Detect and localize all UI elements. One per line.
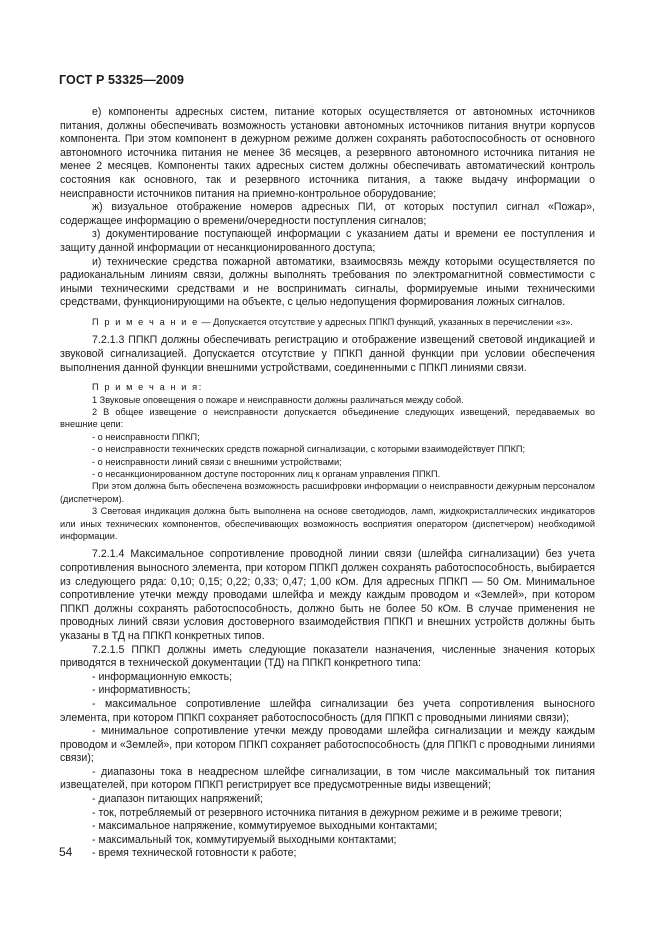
clause-7-2-1-4: 7.2.1.4 Максимальное сопротивление проводной линии связи (шлейфа сигнализации) без учета сопротивления выносного элемента, при котором ППКП должен сохранять работоспособность, выбирается из следующего ряда: 0,10; 0,15; 0,22; 0,33; 0,47; 1,00 кОм. Для адресных ППКП — 50 Ом. Минимальное сопротивление утечки между проводами шлейфа и между каждым проводом и «Землей», при котором ППКП должны сохранять работоспособность, должно быть не более 50 кОм. В случае применения не проводных линий связи условия достоверного взаимодействия ППКП и внешних устройств должны быть указаны в ТД на ППКП конкретных типов. [60,548,595,642]
note-2-list-item: - о несанкционированном доступе посторонних лиц к органам управления ППКП. [92,468,441,479]
clause-7-2-1-5: 7.2.1.5 ППКП должны иметь следующие показатели назначения, численные значения которых приводятся в технической документации (ТД) на ППКП конкретного типа: [60,643,595,670]
clause-7-2-1-5-list-item: - время технической готовности к работе; [92,847,297,860]
note-2-list-item: - о неисправности линий связи с внешними устройствами; [92,456,342,467]
note-item-3: 3 Световая индикация должна быть выполнена на основе светодиодов, ламп, жидкокристаллических индикаторов или иных технических компонентов, обеспечивающих возможность восприятия оператором (диспетчером) необходимой информации. [60,506,595,541]
note-2-list-item: - о неисправности ППКП; [92,431,200,442]
clause-7-2-1-5-list-item: - информативность; [92,684,191,697]
clause-7-2-1-5-list-item: - максимальный ток, коммутируемый выходными контактами; [92,833,397,846]
note-2-tail: При этом должна быть обеспечена возможность расшифровки информации о неисправности дежурным персоналом (диспетчером). [60,481,595,504]
note-label: П р и м е ч а н и е [92,316,199,327]
page-number: 54 [59,845,73,859]
note-2-list-item: - о неисправности технических средств пожарной сигнализации, с которыми взаимодействует ППКП; [92,444,526,455]
note-text: — Допускается отсутствие у адресных ППКП функций, указанных в перечислении «з». [198,316,573,327]
notes-label: П р и м е ч а н и я: [92,382,203,393]
note-1 [60,316,595,328]
clause-7-2-1-5-list-item: - диапазоны тока в неадресном шлейфе сигнализации, в том числе максимальный ток питания извещателей, при котором ППКП регистрирует все предусмотренные виды извещений; [60,765,595,792]
item-e: е) компоненты адресных систем, питание которых осуществляется от автономных источников питания, должны обеспечивать возможность установки автономных источников питания внутри корпусов компонента. При этом компонент в дежурном режиме должен сохранять работоспособность от основного автономного источника питания не менее 36 месяцев, а резервного автономного источника питания не менее 2 месяцев. Компоненты таких адресных систем должны обеспечивать автоматический контроль состояния как основного, так и резервного источника питания, а также выдачу информации о неисправности источников питания на приемно-контрольное оборудование; [60,106,595,200]
clause-7-2-1-5-list-item: - информационную емкость; [92,670,233,683]
clause-7-2-1-5-list-item: - минимальное сопротивление утечки между проводами шлейфа сигнализации и между каждым проводом и «Землей», при котором ППКП сохраняет работоспособность (для ППКП с проводными линиями связи); [60,725,595,765]
clause-7-2-1-5-list-item: - диапазон питающих напряжений; [92,793,264,806]
note-item-2: 2 В общее извещение о неисправности допускается объединение следующих извещений, передаваемых во внешние цепи: [60,406,595,430]
clause-7-2-1-5-list-item: - максимальное напряжение, коммутируемое выходными контактами; [92,820,438,833]
item-i: и) технические средства пожарной автоматики, взаимосвязь между которыми осуществляется по радиоканальным линиям связи, должны выполнять требования по электромагнитной совместимости с иными техническими средствами и не воспринимать сигналы, формируемые иными техническими средствами, функционирующими на объекте, с целью недопущения формирования ложных сигналов. [60,255,595,309]
note-item-1: 1 Звуковые оповещения о пожаре и неисправности должны различаться между собой. [92,394,464,405]
clause-7-2-1-5-list-item: - максимальное сопротивление шлейфа сигнализации без учета сопротивления выносного элемента, при котором ППКП сохраняет работоспособность (для ППКП с проводными линиями связи); [60,697,595,724]
item-zh: ж) визуальное отображение номеров адресных ПИ, от которых поступил сигнал «Пожар», содержащее информацию о времени/очередности поступления сигналов; [60,201,595,227]
page-body [60,106,595,861]
item-z: з) документирование поступающей информации с указанием даты и времени ее поступления и защиту данной информации от несанкционированного доступа; [60,228,595,254]
document-header: ГОСТ Р 53325—2009 [59,73,185,87]
clause-7-2-1-5-list-item: - ток, потребляемый от резервного источника питания в дежурном режиме и в режиме тревоги; [92,806,562,819]
clause-7-2-1-3: 7.2.1.3 ППКП должны обеспечивать регистрацию и отображение извещений световой индикацией и звуковой сигнализацией. Допускается отсутствие у ППКП данной функции при условии обеспечения выполнения данной функции внешними устройствами, соединенными с ППКП линиями связи. [60,334,595,374]
